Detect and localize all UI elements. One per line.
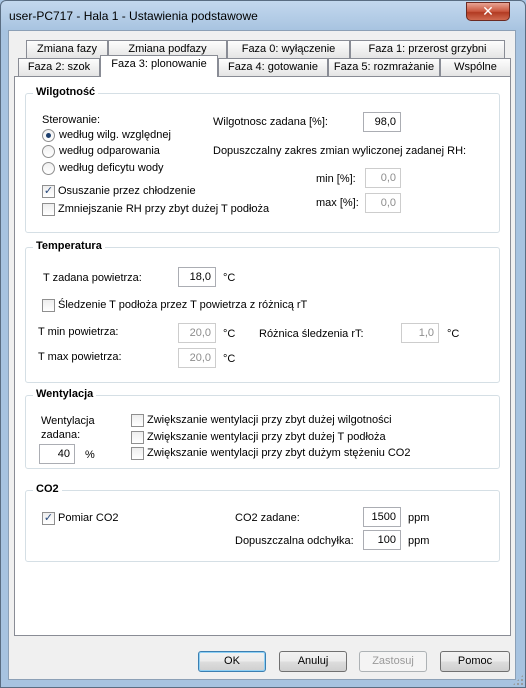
tab-wspolne[interactable] <box>440 58 511 77</box>
tmin-unit: °C <box>223 328 236 340</box>
rh-max-input[interactable]: 0,0 <box>365 193 401 213</box>
radio-relative-humidity-label[interactable]: według wilg. względnej <box>59 129 171 141</box>
co2-setpoint-label: CO2 zadane: <box>235 512 300 524</box>
tab-panel-faza-3 <box>14 76 511 636</box>
check-vent-co2-label[interactable]: Zwiększanie wentylacji przy zbyt dużym stężeniu CO2 <box>147 447 411 459</box>
close-button[interactable] <box>466 2 510 21</box>
tab-label: Wspólne <box>454 61 497 73</box>
air-temp-setpoint-label: T zadana powietrza: <box>43 272 142 284</box>
tab-faza-1[interactable] <box>350 40 505 59</box>
cancel-button[interactable]: Anuluj <box>279 651 347 672</box>
check-vent-substrate-temp[interactable] <box>131 431 144 444</box>
tab-faza-0[interactable] <box>227 40 350 59</box>
tmax-air-input[interactable]: 20,0 <box>178 348 216 368</box>
tab-zmiana-fazy[interactable] <box>26 40 108 59</box>
apply-button: Zastosuj <box>359 651 427 672</box>
tmax-air-label: T max powietrza: <box>38 351 122 363</box>
rh-range-label: Dopuszczalny zakres zmian wyliczonej zadanej RH: <box>213 145 467 157</box>
ok-button[interactable]: OK <box>198 651 266 672</box>
co2-setpoint-unit: ppm <box>408 512 430 524</box>
tracking-diff-unit: °C <box>447 328 460 340</box>
tmin-air-label: T min powietrza: <box>38 326 119 338</box>
ventilation-label-line1: Wentylacja <box>41 415 95 427</box>
ventilation-label-line2: zadana: <box>41 429 81 441</box>
tmin-air-input[interactable]: 20,0 <box>178 323 216 343</box>
ventilation-group-title: Wentylacja <box>33 388 96 400</box>
co2-tolerance-label: Dopuszczalna odchyłka: <box>235 535 354 547</box>
radio-evaporation[interactable] <box>42 145 55 158</box>
ventilation-setpoint-input[interactable]: 40 <box>39 444 75 464</box>
radio-water-deficit-label[interactable]: według deficytu wody <box>59 162 164 174</box>
check-substrate-tracking-label[interactable]: Śledzenie T podłoża przez T powietrza z różnicą rT <box>58 299 308 311</box>
check-co2-measurement-label[interactable]: Pomiar CO2 <box>58 512 119 524</box>
check-reduce-rh[interactable] <box>42 203 55 216</box>
radio-relative-humidity[interactable] <box>42 129 55 142</box>
ventilation-unit: % <box>85 449 95 461</box>
tab-faza-3[interactable] <box>100 55 218 77</box>
tracking-diff-input[interactable]: 1,0 <box>401 323 439 343</box>
tab-label: Zmiana podfazy <box>128 43 207 55</box>
temperature-group-title: Temperatura <box>33 240 105 252</box>
co2-group <box>25 483 500 562</box>
tracking-diff-label: Różnica śledzenia rT: <box>259 328 364 340</box>
tab-label: Faza 0: wyłączenie <box>241 43 336 55</box>
help-button[interactable]: Pomoc <box>440 651 510 672</box>
tab-faza-4[interactable] <box>218 58 328 77</box>
check-vent-substrate-temp-label[interactable]: Zwiększanie wentylacji przy zbyt dużej T podłoża <box>147 431 386 443</box>
tab-label: Faza 1: przerost grzybni <box>368 43 487 55</box>
check-vent-humidity-label[interactable]: Zwiększanie wentylacji przy zbyt dużej wilgotności <box>147 414 392 426</box>
tab-label: Faza 4: gotowanie <box>228 61 318 73</box>
check-drying-by-cooling-label[interactable]: Osuszanie przez chłodzenie <box>58 185 196 197</box>
close-icon: ✕ <box>482 3 494 19</box>
check-co2-measurement[interactable]: ✓ <box>43 512 54 524</box>
co2-group-title: CO2 <box>33 483 62 495</box>
tab-label: Faza 2: szok <box>27 61 91 73</box>
check-substrate-tracking[interactable] <box>42 299 55 312</box>
tab-faza-5[interactable] <box>328 58 440 77</box>
tab-label: Zmiana fazy <box>37 43 97 55</box>
co2-tolerance-input[interactable]: 100 <box>363 530 401 550</box>
check-drying-by-cooling[interactable]: ✓ <box>43 185 54 197</box>
radio-evaporation-label[interactable]: według odparowania <box>59 145 160 157</box>
rh-max-label: max [%]: <box>316 197 359 209</box>
tab-label: Faza 5: rozmrażanie <box>333 61 435 73</box>
humidity-group-title: Wilgotność <box>33 86 98 98</box>
window-title: user-PC717 - Hala 1 - Ustawienia podstawowe <box>9 9 258 23</box>
check-vent-humidity[interactable] <box>131 414 144 427</box>
radio-water-deficit[interactable] <box>42 162 55 175</box>
tab-faza-2[interactable] <box>18 58 100 77</box>
co2-tolerance-unit: ppm <box>408 535 430 547</box>
humidity-setpoint-label: Wilgotnosc zadana [%]: <box>213 116 328 128</box>
rh-min-input[interactable]: 0,0 <box>365 168 401 188</box>
co2-setpoint-input[interactable]: 1500 <box>363 507 401 527</box>
humidity-setpoint-input[interactable]: 98,0 <box>363 112 401 132</box>
check-reduce-rh-label[interactable]: Zmniejszanie RH przy zbyt dużej T podłoża <box>58 203 270 215</box>
title-bar[interactable] <box>1 1 525 31</box>
rh-min-label: min [%]: <box>316 173 356 185</box>
air-temp-setpoint-input[interactable]: 18,0 <box>178 267 216 287</box>
check-vent-co2[interactable] <box>131 447 144 460</box>
tab-label: Faza 3: plonowanie <box>111 58 207 70</box>
air-temp-unit: °C <box>223 272 236 284</box>
control-mode-label: Sterowanie: <box>42 114 101 126</box>
tmax-unit: °C <box>223 353 236 365</box>
